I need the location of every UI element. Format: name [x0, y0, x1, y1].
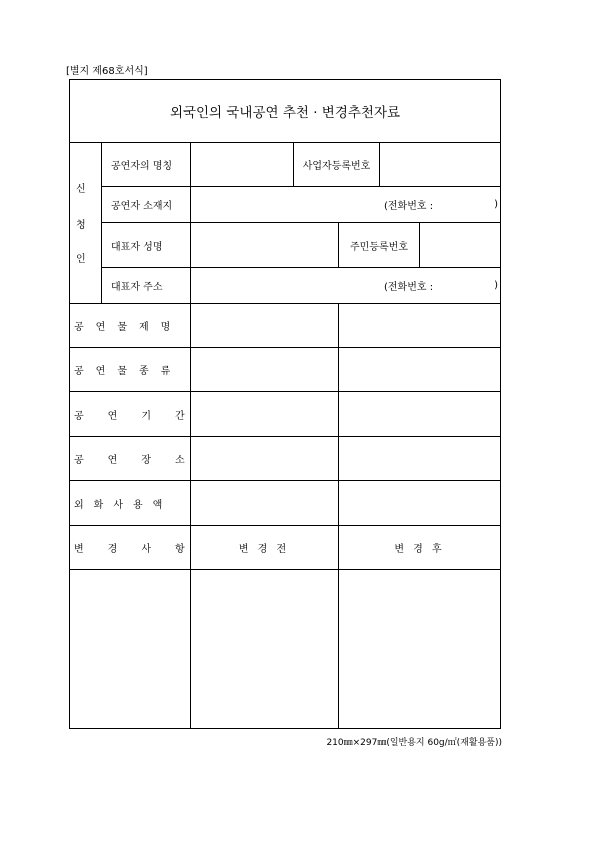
location-phone-label: (전화번호 :: [384, 201, 434, 212]
performer-location-label: [111, 187, 189, 222]
performer-location-text: 공연자 소재지: [111, 201, 173, 212]
forex-amount-label: [74, 481, 186, 525]
performer-name-field[interactable]: [191, 143, 292, 186]
resident-reg-no-label: [339, 223, 419, 267]
performance-title-field[interactable]: [191, 304, 337, 347]
before-change-field[interactable]: [191, 570, 337, 728]
business-reg-no-label: [294, 143, 379, 186]
rep-address-label: [111, 268, 189, 303]
business-reg-no-field[interactable]: [380, 143, 500, 186]
performer-name-label: [111, 143, 184, 186]
rep-address-field[interactable]: [191, 268, 371, 303]
rep-name-text: 대표자 성명: [111, 241, 163, 253]
form-title: 외국인의 국내공연 추천 · 변경추천자료: [169, 104, 401, 121]
applicant-char: 인: [76, 254, 86, 265]
performance-place-field[interactable]: [191, 437, 337, 480]
resident-reg-no-text: 주민등록번호: [350, 241, 408, 253]
performance-period-label: [74, 392, 209, 436]
after-change-header: [339, 526, 500, 569]
performance-kind-label: [74, 348, 186, 391]
performance-period-field[interactable]: [191, 392, 337, 436]
location-phone-close: ): [494, 199, 498, 210]
resident-reg-no-field[interactable]: [420, 223, 500, 267]
rep-name-field[interactable]: [191, 223, 337, 267]
rep-address-text: 대표자 주소: [111, 282, 163, 293]
after-change-text: 변 경 후: [394, 544, 445, 555]
before-change-header: [191, 526, 337, 569]
forex-amount-field[interactable]: [191, 481, 337, 525]
applicant-char: 신: [76, 184, 86, 195]
performance-kind-text: 공연물종류: [74, 366, 183, 377]
divider: [101, 142, 102, 303]
performance-title-text: 공연물제명: [74, 322, 183, 333]
address-phone: [384, 268, 498, 303]
performer-name-text: 공연자의 명칭: [111, 161, 173, 172]
change-notes-field[interactable]: [70, 570, 189, 728]
change-items-text: 변경사항: [74, 544, 209, 555]
business-reg-no-text: 사업자등록번호: [302, 161, 371, 172]
address-phone-close: ): [494, 280, 498, 291]
applicant-char: 청: [76, 220, 86, 231]
performance-place-label: [74, 437, 209, 480]
forex-amount-text: 외화사용액: [74, 499, 173, 511]
before-change-text: 변 경 전: [238, 544, 290, 555]
after-change-field[interactable]: [339, 570, 500, 728]
rep-name-label: [111, 223, 189, 267]
address-phone-label: (전화번호 :: [384, 282, 434, 293]
performer-location-field[interactable]: [191, 187, 371, 222]
forex-amount-field-2[interactable]: [339, 481, 500, 525]
performance-title-field-2[interactable]: [339, 304, 500, 347]
performance-period-text: 공연기간: [74, 410, 209, 422]
performance-place-field-2[interactable]: [339, 437, 500, 480]
performance-title-label: [74, 304, 186, 347]
form-reference: [별지 제68호서식]: [66, 66, 148, 77]
performance-kind-field[interactable]: [191, 348, 337, 391]
location-phone: [384, 187, 498, 222]
performance-kind-field-2[interactable]: [339, 348, 500, 391]
paper-spec: 210㎜×297㎜(일반용지 60g/㎡(재활용품)): [326, 738, 502, 748]
change-items-label: [74, 526, 209, 569]
performance-period-field-2[interactable]: [339, 392, 500, 436]
performance-place-text: 공연장소: [74, 455, 209, 466]
